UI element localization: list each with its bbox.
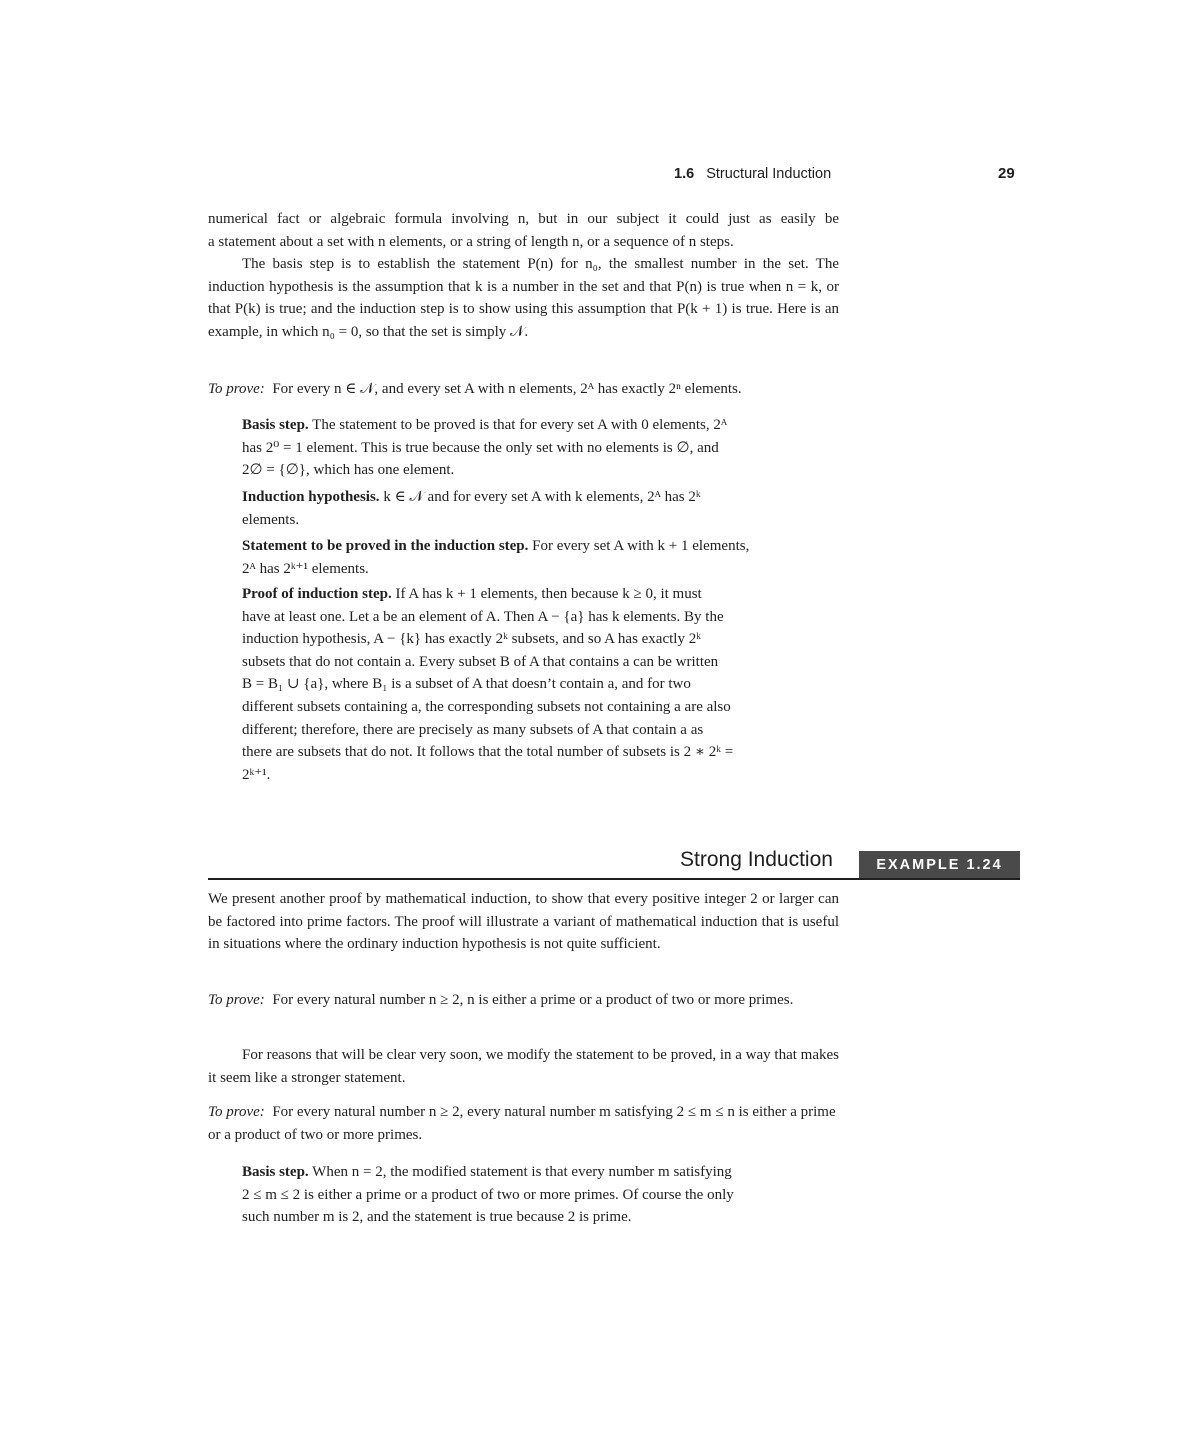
- intro-paragraph-2: The basis step is to establish the statement P(n) for n₀, the smallest number in the set. The induction hypothesis is the assumption that k is a number in the set and that P(n) is true when n = k, or that P(k) is true; and the induction step is to show using this assumption that P(k + 1) is true. Here is an example, in which n₀ = 0, so that the set is simply 𝒩.: [208, 256, 839, 340]
- hypothesis-label: Induction hypothesis.: [242, 489, 380, 505]
- to-prove-1: [208, 378, 839, 401]
- hypothesis-line-1: k ∈ 𝒩 and for every set A with k elements, 2ᴬ has 2ᵏ: [383, 489, 701, 505]
- proof-of-induction-step: [242, 583, 826, 786]
- basis-step-1: [242, 414, 826, 482]
- basis-label: Basis step.: [242, 417, 309, 433]
- example-paragraph-1: We present another proof by mathematical induction, to show that every positive integer 2 or larger can be factored into prime factors. The proof will illustrate a variant of mathematical induction that is useful in situations where the ordinary induction hypothesis is not quite sufficient.: [208, 891, 839, 953]
- proof-line-5: B = B₁ ∪ {a}, where B₁ is a subset of A that doesn’t contain a, and for two: [242, 676, 691, 693]
- to-prove-3-label: To prove:: [208, 1104, 265, 1120]
- example-rule: [208, 878, 1020, 880]
- example-intro: [208, 888, 839, 956]
- basis-2-line-2: 2 ≤ m ≤ 2 is either a prime or a product of two or more primes. Of course the only: [242, 1186, 734, 1203]
- induction-hypothesis: [242, 486, 826, 531]
- example-badge: EXAMPLE 1.24: [859, 851, 1020, 880]
- proof-line-1: If A has k + 1 elements, then because k ≥ 0, it must: [395, 586, 702, 602]
- example-paragraph-2: For reasons that will be clear very soon, we modify the statement to be proved, in a way that makes it seem like a stronger statement.: [208, 1047, 839, 1086]
- basis-line-1: The statement to be proved is that for every set A with 0 elements, 2ᴬ: [312, 417, 728, 433]
- statement-line-1: For every set A with k + 1 elements,: [532, 538, 750, 554]
- proof-line-2: have at least one. Let a be an element of A. Then A − {a} has k elements. By the: [242, 608, 724, 625]
- running-head: [674, 166, 831, 182]
- to-prove-3: [208, 1101, 839, 1146]
- to-prove-2-label: To prove:: [208, 992, 265, 1008]
- statement-label: Statement to be proved in the induction step.: [242, 538, 529, 554]
- basis-2-line-3: such number m is 2, and the statement is true because 2 is prime.: [242, 1209, 632, 1226]
- hypothesis-line-2: elements.: [242, 511, 300, 528]
- basis-line-2: has 2⁰ = 1 element. This is true because the only set with no elements is ∅, and: [242, 439, 719, 456]
- intro-line-1: numerical fact or algebraic formula involving n, but in our subject it could just as easily be: [208, 211, 839, 227]
- section-title: Structural Induction: [706, 166, 832, 182]
- proof-line-9: 2ᵏ⁺¹.: [242, 766, 271, 783]
- proof-label: Proof of induction step.: [242, 586, 392, 602]
- proof-line-8: there are subsets that do not. It follows that the total number of subsets is 2 ∗ 2ᵏ =: [242, 744, 734, 761]
- statement-line-2: 2ᴬ has 2ᵏ⁺¹ elements.: [242, 560, 369, 577]
- to-prove-3-text: For every natural number n ≥ 2, every natural number m satisfying 2 ≤ m ≤ n is either a prime or a product of two or more primes.: [208, 1104, 836, 1143]
- statement-to-prove: [242, 535, 826, 580]
- intro-line-2: a statement about a set with n elements, or a string of length n, or a sequence of n steps.: [208, 233, 734, 250]
- section-number: 1.6: [674, 166, 695, 182]
- basis-step-2: [242, 1161, 826, 1229]
- to-prove-2: [208, 989, 839, 1012]
- proof-line-6: different subsets containing a, the corresponding subsets not containing a are also: [242, 698, 731, 715]
- proof-line-7: different; therefore, there are precisely as many subsets of A that contain a as: [242, 721, 704, 738]
- to-prove-text: For every n ∈ 𝒩, and every set A with n elements, 2ᴬ has exactly 2ⁿ elements.: [272, 381, 742, 397]
- basis-2-label: Basis step.: [242, 1164, 309, 1180]
- proof-line-4: subsets that do not contain a. Every subset B of A that contains a can be written: [242, 653, 719, 670]
- proof-line-3: induction hypothesis, A − {k} has exactly 2ᵏ subsets, and so A has exactly 2ᵏ: [242, 631, 701, 648]
- basis-2-line-1: When n = 2, the modified statement is that every number m satisfying: [312, 1164, 732, 1180]
- intro-block: [208, 208, 839, 344]
- page-number: 29: [998, 165, 1015, 182]
- example-title: Strong Induction: [680, 848, 833, 871]
- basis-line-3: 2∅ = {∅}, which has one element.: [242, 462, 455, 479]
- example-paragraph-2-block: [208, 1044, 839, 1089]
- to-prove-label: To prove:: [208, 381, 265, 397]
- to-prove-2-text: For every natural number n ≥ 2, n is either a prime or a product of two or more primes.: [272, 992, 794, 1008]
